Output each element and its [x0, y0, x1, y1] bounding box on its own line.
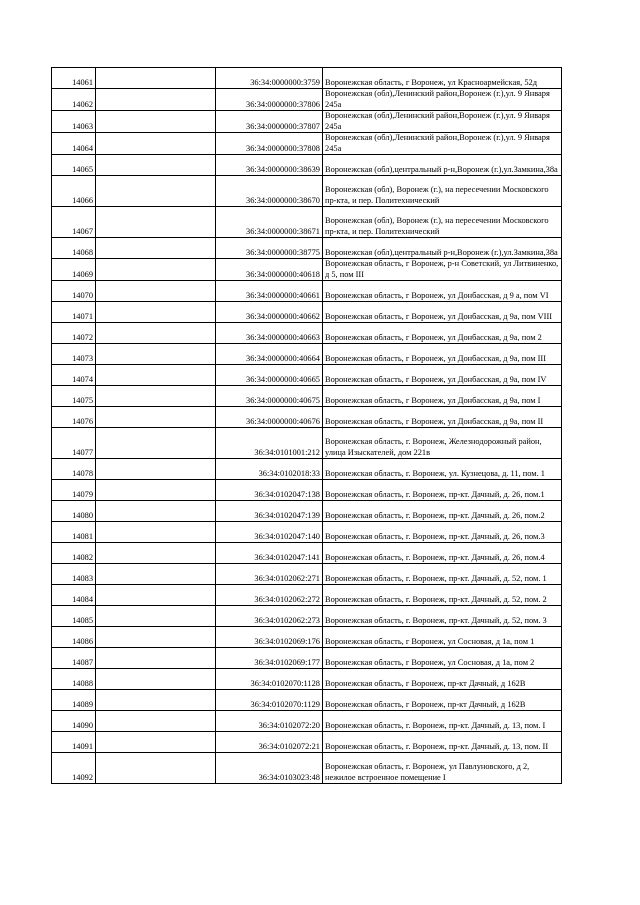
empty-cell: [96, 669, 216, 690]
cadastral-number-cell: 36:34:0000000:38775: [216, 238, 323, 259]
address-cell: Воронежская (обл), Воронеж (г.), на пересечении Московского пр-кта, и пер. Политехнический: [323, 176, 562, 207]
table-row: [52, 669, 562, 690]
address-cell: Воронежская (обл),центральный р-н,Воронеж (г.),ул.Замкина,38а: [323, 155, 562, 176]
cadastral-number-cell: 36:34:0102047:139: [216, 501, 323, 522]
cadastral-number-cell: 36:34:0102047:141: [216, 543, 323, 564]
address-cell: Воронежская область, г. Воронеж, пр-кт. Дачный, д. 52, пом. 3: [323, 606, 562, 627]
address-cell: Воронежская область, г. Воронеж, пр-кт. Дачный, д. 26, пом.4: [323, 543, 562, 564]
cadastral-number-cell: 36:34:0000000:40665: [216, 365, 323, 386]
row-number-cell: 14072: [52, 323, 96, 344]
cadastral-number-cell: 36:34:0000000:40661: [216, 281, 323, 302]
cadastral-number-cell: 36:34:0000000:3759: [216, 68, 323, 89]
empty-cell: [96, 155, 216, 176]
empty-cell: [96, 711, 216, 732]
empty-cell: [96, 543, 216, 564]
address-cell: Воронежская область, г Воронеж, ул Донбасская, д 9а, пом III: [323, 344, 562, 365]
table-row: [52, 522, 562, 543]
empty-cell: [96, 133, 216, 155]
empty-cell: [96, 522, 216, 543]
cadastral-number-cell: 36:34:0000000:37807: [216, 111, 323, 133]
row-number-cell: 14073: [52, 344, 96, 365]
empty-cell: [96, 207, 216, 238]
table-row: [52, 606, 562, 627]
row-number-cell: 14080: [52, 501, 96, 522]
cadastral-number-cell: 36:34:0102069:177: [216, 648, 323, 669]
cadastral-number-cell: 36:34:0000000:38639: [216, 155, 323, 176]
address-cell: Воронежская область, г. Воронеж, ул. Кузнецова, д. 11, пом. 1: [323, 459, 562, 480]
table-row: [52, 176, 562, 207]
row-number-cell: 14067: [52, 207, 96, 238]
empty-cell: [96, 281, 216, 302]
address-cell: Воронежская область, г Воронеж, ул Донбасская, д 9а, пом IV: [323, 365, 562, 386]
table-row: [52, 732, 562, 753]
empty-cell: [96, 648, 216, 669]
table-row: [52, 281, 562, 302]
address-cell: Воронежская область, г. Воронеж, пр-кт. Дачный, д. 52, пом. 2: [323, 585, 562, 606]
cadastral-number-cell: 36:34:0102062:273: [216, 606, 323, 627]
cadastral-number-cell: 36:34:0000000:40664: [216, 344, 323, 365]
row-number-cell: 14089: [52, 690, 96, 711]
empty-cell: [96, 238, 216, 259]
row-number-cell: 14066: [52, 176, 96, 207]
table-row: [52, 133, 562, 155]
address-cell: Воронежская область, г Воронеж, р-н Советский, ул Литвиненко, д 5, пом III: [323, 259, 562, 281]
cadastral-number-cell: 36:34:0102062:271: [216, 564, 323, 585]
empty-cell: [96, 459, 216, 480]
row-number-cell: 14079: [52, 480, 96, 501]
cadastral-number-cell: 36:34:0102072:20: [216, 711, 323, 732]
table-row: [52, 111, 562, 133]
cadastral-number-cell: 36:34:0101001:212: [216, 428, 323, 459]
row-number-cell: 14085: [52, 606, 96, 627]
address-cell: Воронежская область, г Воронеж, пр-кт Дачный, д 162В: [323, 669, 562, 690]
empty-cell: [96, 606, 216, 627]
empty-cell: [96, 365, 216, 386]
empty-cell: [96, 89, 216, 111]
row-number-cell: 14087: [52, 648, 96, 669]
table-row: [52, 501, 562, 522]
cadastral-number-cell: 36:34:0000000:40676: [216, 407, 323, 428]
address-cell: Воронежская область, г. Воронеж, пр-кт. Дачный, д. 52, пом. 1: [323, 564, 562, 585]
row-number-cell: 14074: [52, 365, 96, 386]
address-cell: Воронежская область, г. Воронеж, пр-кт. Дачный, д. 26, пом.1: [323, 480, 562, 501]
empty-cell: [96, 386, 216, 407]
address-cell: Воронежская (обл),Ленинский район,Воронеж (г.),ул. 9 Января 245а: [323, 111, 562, 133]
address-cell: Воронежская область, г. Воронеж, пр-кт. Дачный, д. 13, пом. I: [323, 711, 562, 732]
table-row: [52, 323, 562, 344]
table-row: [52, 428, 562, 459]
registry-rows: [52, 68, 562, 784]
row-number-cell: 14091: [52, 732, 96, 753]
row-number-cell: 14071: [52, 302, 96, 323]
empty-cell: [96, 428, 216, 459]
cadastral-number-cell: 36:34:0000000:38670: [216, 176, 323, 207]
cadastral-number-cell: 36:34:0102069:176: [216, 627, 323, 648]
address-cell: Воронежская область, г Воронеж, ул Сосновая, д 1а, пом 1: [323, 627, 562, 648]
address-cell: Воронежская область, г Воронеж, ул Сосновая, д 1а, пом 2: [323, 648, 562, 669]
row-number-cell: 14069: [52, 259, 96, 281]
address-cell: Воронежская область, г Воронеж, ул Донбасская, д 9а, пом VIII: [323, 302, 562, 323]
empty-cell: [96, 501, 216, 522]
empty-cell: [96, 111, 216, 133]
cadastral-number-cell: 36:34:0102062:272: [216, 585, 323, 606]
empty-cell: [96, 259, 216, 281]
table-row: [52, 238, 562, 259]
row-number-cell: 14077: [52, 428, 96, 459]
empty-cell: [96, 344, 216, 365]
table-row: [52, 543, 562, 564]
row-number-cell: 14082: [52, 543, 96, 564]
row-number-cell: 14064: [52, 133, 96, 155]
address-cell: Воронежская (обл),Ленинский район,Воронеж (г.),ул. 9 Января 245а: [323, 133, 562, 155]
table-row: [52, 648, 562, 669]
row-number-cell: 14081: [52, 522, 96, 543]
row-number-cell: 14088: [52, 669, 96, 690]
address-cell: Воронежская (обл),Ленинский район,Воронеж (г.),ул. 9 Января 245а: [323, 89, 562, 111]
address-cell: Воронежская (обл), Воронеж (г.), на пересечении Московского пр-кта, и пер. Политехнический: [323, 207, 562, 238]
cadastral-number-cell: 36:34:0103023:48: [216, 753, 323, 784]
cadastral-number-cell: 36:34:0102070:1129: [216, 690, 323, 711]
address-cell: Воронежская область, г. Воронеж, пр-кт. Дачный, д. 13, пом. II: [323, 732, 562, 753]
row-number-cell: 14068: [52, 238, 96, 259]
address-cell: Воронежская область, г. Воронеж, ул Павлуновского, д 2, нежилое встроенное помещение I: [323, 753, 562, 784]
table-row: [52, 365, 562, 386]
table-row: [52, 711, 562, 732]
address-cell: Воронежская (обл),центральный р-н,Воронеж (г.),ул.Замкина,38а: [323, 238, 562, 259]
address-cell: Воронежская область, г. Воронеж, пр-кт. Дачный, д. 26, пом.2: [323, 501, 562, 522]
empty-cell: [96, 564, 216, 585]
cadastral-number-cell: 36:34:0102047:138: [216, 480, 323, 501]
row-number-cell: 14086: [52, 627, 96, 648]
empty-cell: [96, 302, 216, 323]
table-row: [52, 564, 562, 585]
empty-cell: [96, 68, 216, 89]
cadastral-number-cell: 36:34:0000000:37806: [216, 89, 323, 111]
cadastral-number-cell: 36:34:0000000:40662: [216, 302, 323, 323]
address-cell: Воронежская область, г Воронеж, ул Красноармейская, 52д: [323, 68, 562, 89]
row-number-cell: 14078: [52, 459, 96, 480]
table-row: [52, 690, 562, 711]
table-row: [52, 259, 562, 281]
cadastral-number-cell: 36:34:0000000:38671: [216, 207, 323, 238]
table-row: [52, 459, 562, 480]
row-number-cell: 14090: [52, 711, 96, 732]
cadastral-number-cell: 36:34:0000000:40675: [216, 386, 323, 407]
table-row: [52, 302, 562, 323]
empty-cell: [96, 176, 216, 207]
address-cell: Воронежская область, г Воронеж, ул Донбасская, д 9а, пом II: [323, 407, 562, 428]
empty-cell: [96, 323, 216, 344]
row-number-cell: 14061: [52, 68, 96, 89]
table-row: [52, 480, 562, 501]
table-row: [52, 585, 562, 606]
row-number-cell: 14070: [52, 281, 96, 302]
table-row: [52, 407, 562, 428]
row-number-cell: 14084: [52, 585, 96, 606]
row-number-cell: 14063: [52, 111, 96, 133]
cadastral-number-cell: 36:34:0000000:40618: [216, 259, 323, 281]
address-cell: Воронежская область, г. Воронеж, пр-кт. Дачный, д. 26, пом.3: [323, 522, 562, 543]
row-number-cell: 14092: [52, 753, 96, 784]
row-number-cell: 14062: [52, 89, 96, 111]
empty-cell: [96, 690, 216, 711]
empty-cell: [96, 732, 216, 753]
empty-cell: [96, 407, 216, 428]
row-number-cell: 14083: [52, 564, 96, 585]
table-row: [52, 207, 562, 238]
cadastral-number-cell: 36:34:0102047:140: [216, 522, 323, 543]
table-row: [52, 68, 562, 89]
address-cell: Воронежская область, г Воронеж, пр-кт Дачный, д 162В: [323, 690, 562, 711]
registry-table: [51, 67, 562, 784]
table-row: [52, 89, 562, 111]
cadastral-number-cell: 36:34:0102070:1128: [216, 669, 323, 690]
address-cell: Воронежская область, г Воронеж, ул Донбасская, д 9а, пом 2: [323, 323, 562, 344]
cadastral-number-cell: 36:34:0000000:37808: [216, 133, 323, 155]
cadastral-number-cell: 36:34:0102072:21: [216, 732, 323, 753]
row-number-cell: 14076: [52, 407, 96, 428]
table-row: [52, 155, 562, 176]
table-row: [52, 627, 562, 648]
table-row: [52, 386, 562, 407]
address-cell: Воронежская область, г Воронеж, ул Донбасская, д 9а, пом I: [323, 386, 562, 407]
table-row: [52, 344, 562, 365]
row-number-cell: 14075: [52, 386, 96, 407]
empty-cell: [96, 480, 216, 501]
cadastral-number-cell: 36:34:0000000:40663: [216, 323, 323, 344]
address-cell: Воронежская область, г Воронеж, ул Донбасская, д 9 а, пом VI: [323, 281, 562, 302]
empty-cell: [96, 627, 216, 648]
address-cell: Воронежская область, г. Воронеж, Железнодорожный район, улица Изыскателей, дом 221в: [323, 428, 562, 459]
row-number-cell: 14065: [52, 155, 96, 176]
table-row: [52, 753, 562, 784]
empty-cell: [96, 585, 216, 606]
empty-cell: [96, 753, 216, 784]
cadastral-number-cell: 36:34:0102018:33: [216, 459, 323, 480]
